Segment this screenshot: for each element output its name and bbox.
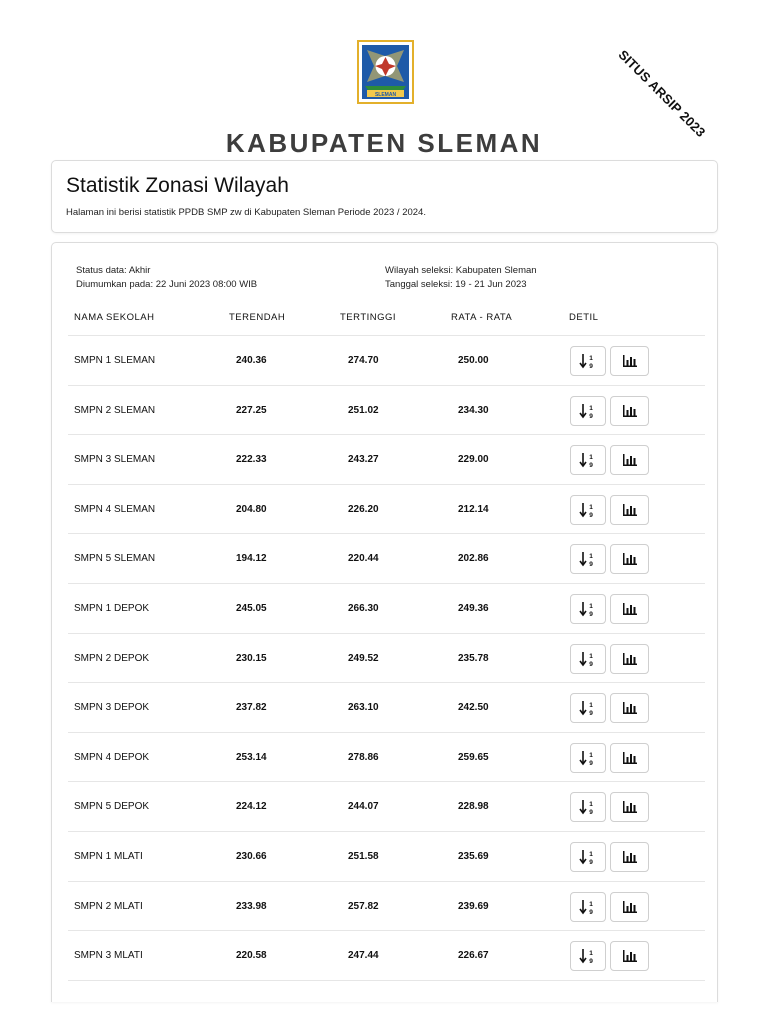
lowest-score: 240.36: [236, 355, 267, 366]
table-row: [68, 336, 705, 386]
region-text: Wilayah seleksi: Kabupaten Sleman: [385, 265, 537, 276]
header-average: RATA - RATA: [451, 312, 513, 323]
average-score: 250.00: [458, 355, 489, 366]
archive-ribbon: SITUS ARSIP 2023: [615, 46, 709, 141]
school-name: SMPN 5 DEPOK: [74, 801, 150, 813]
lowest-score: 227.25: [236, 404, 267, 416]
chart-button[interactable]: [610, 445, 649, 475]
table-row: [68, 683, 705, 733]
sort-numeric-down-icon: [579, 601, 597, 617]
chart-button[interactable]: [610, 842, 649, 872]
average-score: 235.69: [458, 850, 489, 862]
highest-score: 247.44: [348, 950, 379, 962]
lowest-score: 233.98: [236, 900, 267, 912]
average-score: 229.00: [458, 454, 489, 466]
sort-numeric-down-icon: [579, 849, 597, 865]
svg-text:9: 9: [589, 710, 593, 717]
average-score: 234.30: [458, 404, 489, 416]
chart-button[interactable]: [610, 644, 649, 674]
highest-score: 251.58: [348, 850, 379, 862]
svg-text:1: 1: [589, 553, 593, 561]
school-name: SMPN 3 SLEMAN: [74, 454, 156, 466]
table-body: [68, 336, 705, 981]
average-score: 212.14: [458, 503, 489, 515]
sort-numeric-down-icon: [579, 452, 597, 468]
svg-text:1: 1: [589, 652, 593, 660]
svg-text:9: 9: [589, 462, 593, 469]
ranking-button[interactable]: [570, 544, 606, 574]
school-name: SMPN 2 MLATI: [74, 900, 143, 912]
sort-numeric-down-icon: [579, 502, 597, 518]
lowest-score: 245.05: [236, 602, 267, 614]
table-row: [68, 882, 705, 932]
chart-button[interactable]: [610, 495, 649, 525]
sleman-logo: [357, 40, 414, 104]
svg-text:1: 1: [589, 404, 593, 412]
school-name: SMPN 3 DEPOK: [74, 702, 150, 714]
highest-score: 278.86: [348, 751, 379, 763]
average-score: 202.86: [458, 553, 489, 565]
sort-numeric-down-icon: [579, 403, 597, 419]
logo-text: SLEMAN: [374, 92, 397, 98]
svg-text:9: 9: [589, 610, 593, 617]
bar-chart-icon: [622, 752, 638, 764]
bar-chart-icon: [622, 355, 638, 367]
sort-numeric-down-icon: [579, 750, 597, 766]
school-name: SMPN 3 MLATI: [74, 950, 143, 962]
highest-score: 274.70: [348, 355, 379, 366]
table-row: [68, 534, 705, 584]
ranking-button[interactable]: [570, 445, 606, 475]
bar-chart-icon: [622, 504, 638, 516]
school-name: SMPN 2 DEPOK: [74, 652, 150, 664]
lowest-score: 204.80: [236, 503, 267, 515]
table-row: [68, 584, 705, 634]
header-detail: DETIL: [569, 312, 599, 323]
sort-numeric-down-icon: [579, 700, 597, 716]
lowest-score: 230.66: [236, 850, 267, 862]
ranking-button[interactable]: [570, 594, 606, 624]
highest-score: 226.20: [348, 503, 379, 515]
svg-text:1: 1: [589, 454, 593, 462]
table-row: [68, 386, 705, 436]
ranking-button[interactable]: [570, 792, 606, 822]
svg-text:9: 9: [589, 660, 593, 667]
chart-button[interactable]: [610, 792, 649, 822]
highest-score: 244.07: [348, 801, 379, 813]
chart-button[interactable]: [610, 892, 649, 922]
bar-chart-icon: [622, 901, 638, 913]
school-name: SMPN 2 SLEMAN: [74, 404, 156, 416]
header-highest: TERTINGGI: [340, 312, 397, 323]
sort-numeric-down-icon: [579, 651, 597, 667]
average-score: 259.65: [458, 751, 489, 763]
sort-numeric-down-icon: [579, 948, 597, 964]
ranking-button[interactable]: [570, 892, 606, 922]
chart-button[interactable]: [610, 544, 649, 574]
lowest-score: 224.12: [236, 801, 267, 813]
highest-score: 220.44: [348, 553, 379, 565]
ranking-button[interactable]: [570, 495, 606, 525]
svg-text:9: 9: [589, 412, 593, 419]
svg-text:1: 1: [589, 950, 593, 958]
svg-text:1: 1: [589, 503, 593, 511]
ranking-button[interactable]: [570, 743, 606, 773]
data-info: [76, 264, 257, 292]
bar-chart-icon: [622, 553, 638, 565]
dates-text: Tanggal seleksi: 19 - 21 Jun 2023: [385, 279, 527, 290]
ranking-button[interactable]: [570, 644, 606, 674]
svg-text:9: 9: [589, 958, 593, 965]
svg-text:9: 9: [589, 759, 593, 766]
svg-text:9: 9: [589, 908, 593, 915]
svg-text:9: 9: [589, 561, 593, 568]
svg-text:1: 1: [589, 900, 593, 908]
page-title: Statistik Zonasi Wilayah: [66, 174, 289, 197]
bar-chart-icon: [622, 851, 638, 863]
average-score: 239.69: [458, 900, 489, 912]
table-row: [68, 733, 705, 783]
svg-text:1: 1: [589, 850, 593, 858]
bar-chart-icon: [622, 801, 638, 813]
average-score: 235.78: [458, 652, 489, 664]
bar-chart-icon: [622, 454, 638, 466]
svg-text:9: 9: [589, 363, 593, 369]
school-name: SMPN 1 SLEMAN: [74, 355, 156, 366]
lowest-score: 253.14: [236, 751, 267, 763]
ranking-button[interactable]: [570, 346, 606, 376]
bar-chart-icon: [622, 950, 638, 962]
ranking-button[interactable]: [570, 842, 606, 872]
header-card: [51, 160, 718, 233]
ranking-button[interactable]: [570, 941, 606, 971]
table-row: [68, 634, 705, 684]
bar-chart-icon: [622, 653, 638, 665]
school-name: SMPN 5 SLEMAN: [74, 553, 156, 565]
sort-numeric-down-icon: [579, 799, 597, 815]
average-score: 226.67: [458, 950, 489, 962]
highest-score: 257.82: [348, 900, 379, 912]
chart-button[interactable]: [610, 396, 649, 426]
table-row: [68, 485, 705, 535]
school-name: SMPN 1 MLATI: [74, 850, 143, 862]
highest-score: 266.30: [348, 602, 379, 614]
selection-info: [385, 264, 537, 292]
table-row: [68, 782, 705, 832]
status-text: Status data: Akhir: [76, 265, 151, 276]
sort-numeric-down-icon: [579, 551, 597, 567]
statistics-card: [51, 242, 718, 1002]
highest-score: 243.27: [348, 454, 379, 466]
lowest-score: 230.15: [236, 652, 267, 664]
chart-button[interactable]: [610, 693, 649, 723]
school-name: SMPN 4 DEPOK: [74, 751, 150, 763]
table-row: [68, 832, 705, 882]
school-name: SMPN 1 DEPOK: [74, 602, 150, 614]
bar-chart-icon: [622, 405, 638, 417]
table-header: [68, 305, 705, 336]
svg-text:9: 9: [589, 511, 593, 518]
lowest-score: 222.33: [236, 454, 267, 466]
header-school-name: NAMA SEKOLAH: [74, 312, 155, 323]
chart-button[interactable]: [610, 594, 649, 624]
ranking-button[interactable]: [570, 396, 606, 426]
page-description: Halaman ini berisi statistik PPDB SMP zw di Kabupaten Sleman Periode 2023 / 2024.: [66, 207, 426, 218]
bar-chart-icon: [622, 702, 638, 714]
svg-text:9: 9: [589, 858, 593, 865]
sort-numeric-down-icon: [579, 899, 597, 915]
header-lowest: TERENDAH: [229, 312, 286, 323]
svg-text:9: 9: [589, 809, 593, 816]
school-name: SMPN 4 SLEMAN: [74, 503, 156, 515]
table-row: [68, 931, 705, 981]
lowest-score: 237.82: [236, 702, 267, 714]
svg-text:1: 1: [589, 751, 593, 759]
chart-button[interactable]: [610, 941, 649, 971]
statistics-table: [68, 305, 705, 981]
sort-numeric-down-icon: [579, 353, 597, 369]
highest-score: 249.52: [348, 652, 379, 664]
svg-text:1: 1: [589, 355, 593, 362]
app-title: KABUPATEN SLEMAN: [225, 128, 543, 158]
announced-text: Diumumkan pada: 22 Juni 2023 08:00 WIB: [76, 279, 258, 290]
svg-text:1: 1: [589, 801, 593, 809]
average-score: 242.50: [458, 702, 489, 714]
average-score: 228.98: [458, 801, 489, 813]
svg-text:1: 1: [589, 702, 593, 710]
lowest-score: 220.58: [236, 950, 267, 962]
svg-text:1: 1: [589, 602, 593, 610]
lowest-score: 194.12: [236, 553, 267, 565]
chart-button[interactable]: [610, 743, 649, 773]
highest-score: 251.02: [348, 404, 379, 416]
ranking-button[interactable]: [570, 693, 606, 723]
highest-score: 263.10: [348, 702, 379, 714]
bar-chart-icon: [622, 603, 638, 615]
chart-button[interactable]: [610, 346, 649, 376]
table-row: [68, 435, 705, 485]
average-score: 249.36: [458, 602, 489, 614]
